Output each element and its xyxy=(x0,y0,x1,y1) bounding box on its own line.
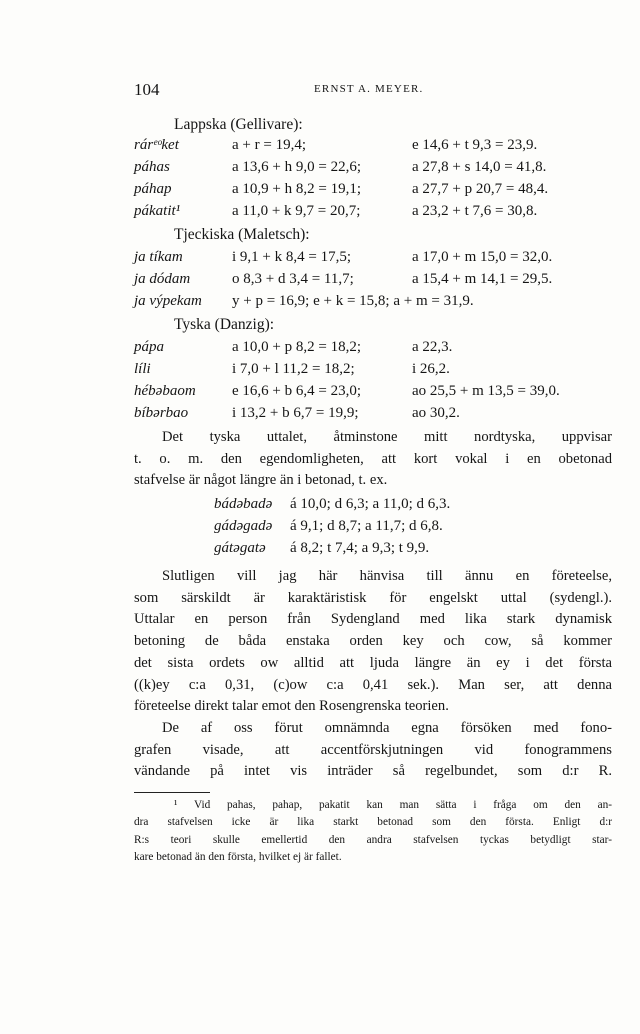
example-row xyxy=(0,518,640,538)
measure-first: a 10,9 + h 8,2 = 19,1; xyxy=(232,181,361,197)
text-line: det sista ordets ow alltid att ljuda längre än ey i det första xyxy=(134,654,612,671)
table-row xyxy=(0,181,640,201)
text-line: ((k)ey c:a 0,31, (c)ow c:a 0,41 sek.). Man ser, att denna xyxy=(134,676,612,693)
footnote-divider xyxy=(134,792,210,793)
example-data: á 10,0; d 6,3; a 11,0; d 6,3. xyxy=(290,496,451,512)
table-row xyxy=(0,293,640,313)
text-line: t. o. m. den egendomligheten, att kort vokal i en obetonad xyxy=(134,450,612,467)
table-row xyxy=(0,203,640,223)
measure-second: a 22,3. xyxy=(412,339,453,355)
measure-first: e 16,6 + b 6,4 = 23,0; xyxy=(232,383,361,399)
text-line: stafvelse är något längre än i betonad, t. ex. xyxy=(134,472,388,489)
example-data: á 8,2; t 7,4; a 9,3; t 9,9. xyxy=(290,540,430,556)
text-line: Uttalar en person från Sydengland med lika stark dynamisk xyxy=(134,611,612,628)
example-row xyxy=(0,540,640,560)
text-line: vändande på intet vis inträder så regelbundet, som d:r R. xyxy=(134,763,612,780)
measure-first: o 8,3 + d 3,4 = 11,7; xyxy=(232,271,354,287)
measure-first: a 13,6 + h 9,0 = 22,6; xyxy=(232,159,361,175)
text-line: företeelse direkt talar emot den Rosengrenska teorien. xyxy=(134,698,449,715)
text-line: Det tyska uttalet, åtminstone mitt nordtyska, uppvisar xyxy=(162,429,612,445)
table-row xyxy=(0,137,640,157)
measure-second: ao 25,5 + m 13,5 = 39,0. xyxy=(412,383,560,399)
word: ja tíkam xyxy=(134,249,183,265)
table-row xyxy=(0,339,640,359)
text-line: betoning de båda enstaka orden key och cow, så kommer xyxy=(134,633,612,650)
table-row xyxy=(0,383,640,403)
measure-equation: y + p = 16,9; e + k = 15,8; a + m = 31,9. xyxy=(232,293,474,309)
text-line: Slutligen vill jag här hänvisa till ännu en företeelse, xyxy=(162,568,612,584)
page-header xyxy=(134,80,612,102)
text-line: grafen visade, att accentförskjutningen vid fonogrammens xyxy=(134,741,612,758)
measure-second: e 14,6 + t 9,3 = 23,9. xyxy=(412,137,538,153)
table-row xyxy=(0,271,640,291)
footnote-line: ¹ Vid pahas, pahap, pakatit kan man sätta i fråga om den an- xyxy=(174,799,612,811)
word: páhas xyxy=(134,159,170,175)
measure-second: a 27,8 + s 14,0 = 41,8. xyxy=(412,159,547,175)
word: hébəbaom xyxy=(134,383,196,399)
measure-first: i 9,1 + k 8,4 = 17,5; xyxy=(232,249,352,265)
word: pápa xyxy=(134,339,164,355)
footnote xyxy=(134,797,612,866)
example-word: bádəbadə xyxy=(214,496,273,512)
footnote-line: kare betonad än den första, hvilket ej är fallet. xyxy=(134,850,342,863)
word: páhap xyxy=(134,181,172,197)
measure-first: a + r = 19,4; xyxy=(232,137,306,153)
paragraph-1 xyxy=(134,427,612,492)
paragraph-2 xyxy=(134,566,612,718)
table-row xyxy=(0,405,640,425)
measure-first: i 13,2 + b 6,7 = 19,9; xyxy=(232,405,359,421)
example-word: gádəgadə xyxy=(214,518,273,534)
word: rárᵉᵒket xyxy=(134,137,179,153)
word: bíbərbao xyxy=(134,405,189,421)
example-row xyxy=(0,496,640,516)
example-word: gátəgatə xyxy=(214,540,266,556)
measure-second: i 26,2. xyxy=(412,361,450,377)
word: ja dódam xyxy=(134,271,191,287)
section-title-lappska: Lappska (Gellivare): xyxy=(174,116,303,133)
section-title-tyska: Tyska (Danzig): xyxy=(174,316,275,333)
word: ja výpekam xyxy=(134,293,202,309)
text-line: De af oss förut omnämnda egna försöken med fono- xyxy=(162,720,612,736)
measure-second: ao 30,2. xyxy=(412,405,460,421)
page-number: 104 xyxy=(134,80,160,99)
text-line: som särskildt är karaktäristisk för engelskt uttal (sydengl.). xyxy=(134,589,612,606)
footnote-line: dra stafvelsen icke är lika starkt betonad som den första. Enligt d:r xyxy=(134,816,612,829)
footnote-line: R:s teori skulle emellertid den andra stafvelsen tyckas betydligt star- xyxy=(134,833,612,846)
measure-second: a 15,4 + m 14,1 = 29,5. xyxy=(412,271,553,287)
example-data: á 9,1; d 8,7; a 11,7; d 6,8. xyxy=(290,518,443,534)
table-row xyxy=(0,159,640,179)
word: líli xyxy=(134,361,151,377)
table-row xyxy=(0,361,640,381)
measure-second: a 23,2 + t 7,6 = 30,8. xyxy=(412,203,538,219)
section-title-tjeckiska: Tjeckiska (Maletsch): xyxy=(174,226,310,243)
measure-first: i 7,0 + l 11,2 = 18,2; xyxy=(232,361,355,377)
running-title: ERNST A. MEYER. xyxy=(314,83,424,95)
measure-second: a 17,0 + m 15,0 = 32,0. xyxy=(412,249,553,265)
measure-first: a 11,0 + k 9,7 = 20,7; xyxy=(232,203,361,219)
word: pákatit¹ xyxy=(134,203,181,219)
measure-first: a 10,0 + p 8,2 = 18,2; xyxy=(232,339,361,355)
table-row xyxy=(0,249,640,269)
paragraph-3 xyxy=(134,718,612,783)
measure-second: a 27,7 + p 20,7 = 48,4. xyxy=(412,181,549,197)
